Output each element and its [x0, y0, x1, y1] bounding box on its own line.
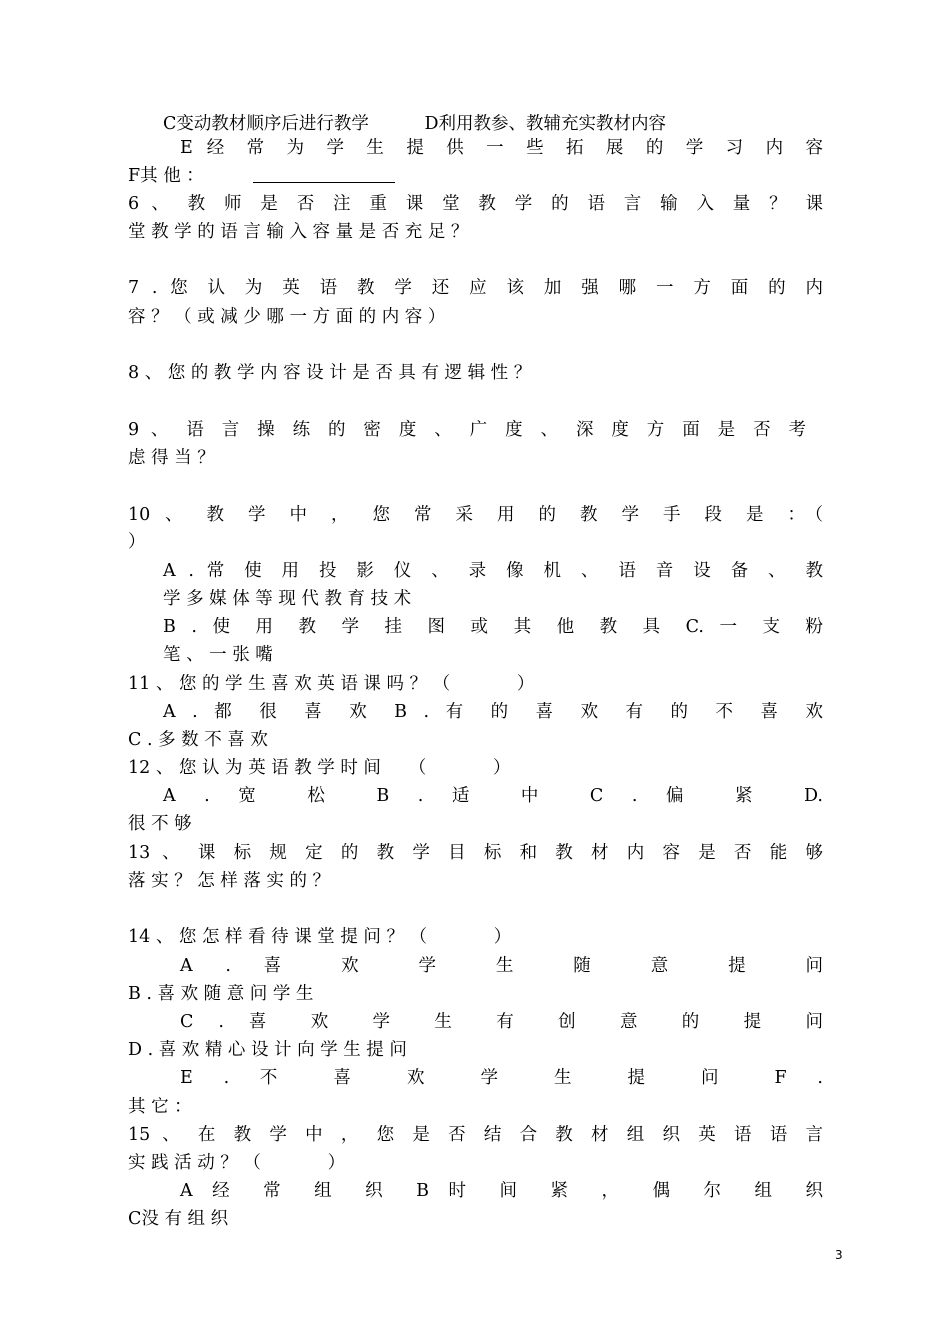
text-line: 12 、 您 认 为 英 语 教 学 时 间 （ ）: [128, 758, 511, 778]
fill-in-blank: [253, 182, 395, 183]
text-line: C没 有 组 织: [128, 1209, 229, 1229]
text-line: E . 不 喜 欢 学 生 提 问 F .: [180, 1068, 823, 1088]
text-line: 学 多 媒 体 等 现 代 教 育 技 术: [163, 589, 412, 609]
text-line: 实 践 活 动 ？ （ ）: [128, 1153, 346, 1173]
text-line: C变动教材顺序后进行教学 D利用教参、教辅充实教材内容: [163, 114, 667, 134]
text-line: 堂 教 学 的 语 言 输 入 容 量 是 否 充 足 ？: [128, 222, 469, 242]
page-number: 3: [835, 1248, 843, 1262]
text-line: 9 、 语 言 操 练 的 密 度 、 广 度 、 深 度 方 面 是 否 考: [128, 420, 806, 440]
text-line: B . 使 用 教 学 挂 图 或 其 他 教 具 C. 一 支 粉: [163, 617, 823, 637]
text-line: E 经 常 为 学 生 提 供 一 些 拓 展 的 学 习 内 容: [180, 138, 823, 158]
text-line: B . 喜 欢 随 意 问 学 生: [128, 984, 314, 1004]
text-line: 15 、 在 教 学 中 ， 您 是 否 结 合 教 材 组 织 英 语 语 言: [128, 1125, 823, 1145]
text-line: 笔 、 一 张 嘴: [163, 645, 273, 665]
text-line: 其 它 ：: [128, 1097, 192, 1117]
text-line: 很 不 够: [128, 814, 192, 834]
text-line: F其 他 ：: [128, 166, 204, 186]
text-line: A . 喜 欢 学 生 随 意 提 问: [180, 956, 823, 976]
text-line: 14 、 您 怎 样 看 待 课 堂 提 问 ？ （ ）: [128, 927, 512, 947]
text-line: ）: [128, 532, 146, 552]
text-line: 11 、 您 的 学 生 喜 欢 英 语 课 吗 ？ （ ）: [128, 674, 535, 694]
text-line: 10 、 教 学 中 ， 您 常 采 用 的 教 学 手 段 是 ：（: [128, 505, 823, 525]
text-line: 8 、 您 的 教 学 内 容 设 计 是 否 具 有 逻 辑 性 ？: [128, 363, 532, 383]
text-line: D . 喜 欢 精 心 设 计 向 学 生 提 问: [128, 1040, 407, 1060]
text-line: A . 都 很 喜 欢 B . 有 的 喜 欢 有 的 不 喜 欢: [163, 702, 823, 722]
text-line: 13 、 课 标 规 定 的 教 学 目 标 和 教 材 内 容 是 否 能 够: [128, 843, 823, 863]
text-line: C . 喜 欢 学 生 有 创 意 的 提 问: [180, 1012, 823, 1032]
text-line: 落 实 ？ 怎 样 落 实 的 ？: [128, 871, 331, 891]
text-line: A . 宽 松 B . 适 中 C . 偏 紧 D.: [163, 786, 823, 806]
text-line: A . 常 使 用 投 影 仪 、 录 像 机 、 语 音 设 备 、 教: [163, 561, 823, 581]
text-line: A 经 常 组 织 B 时 间 紧 ， 偶 尔 组 织: [180, 1181, 823, 1201]
text-line: 7 . 您 认 为 英 语 教 学 还 应 该 加 强 哪 一 方 面 的 内: [128, 278, 823, 298]
text-line: 虑 得 当 ？: [128, 448, 215, 468]
text-line: 容 ？ （ 或 减 少 哪 一 方 面 的 内 容 ）: [128, 307, 446, 327]
text-line: 6 、 教 师 是 否 注 重 课 堂 教 学 的 语 言 输 入 量 ？ 课: [128, 194, 823, 214]
text-line: C . 多 数 不 喜 欢: [128, 730, 268, 750]
